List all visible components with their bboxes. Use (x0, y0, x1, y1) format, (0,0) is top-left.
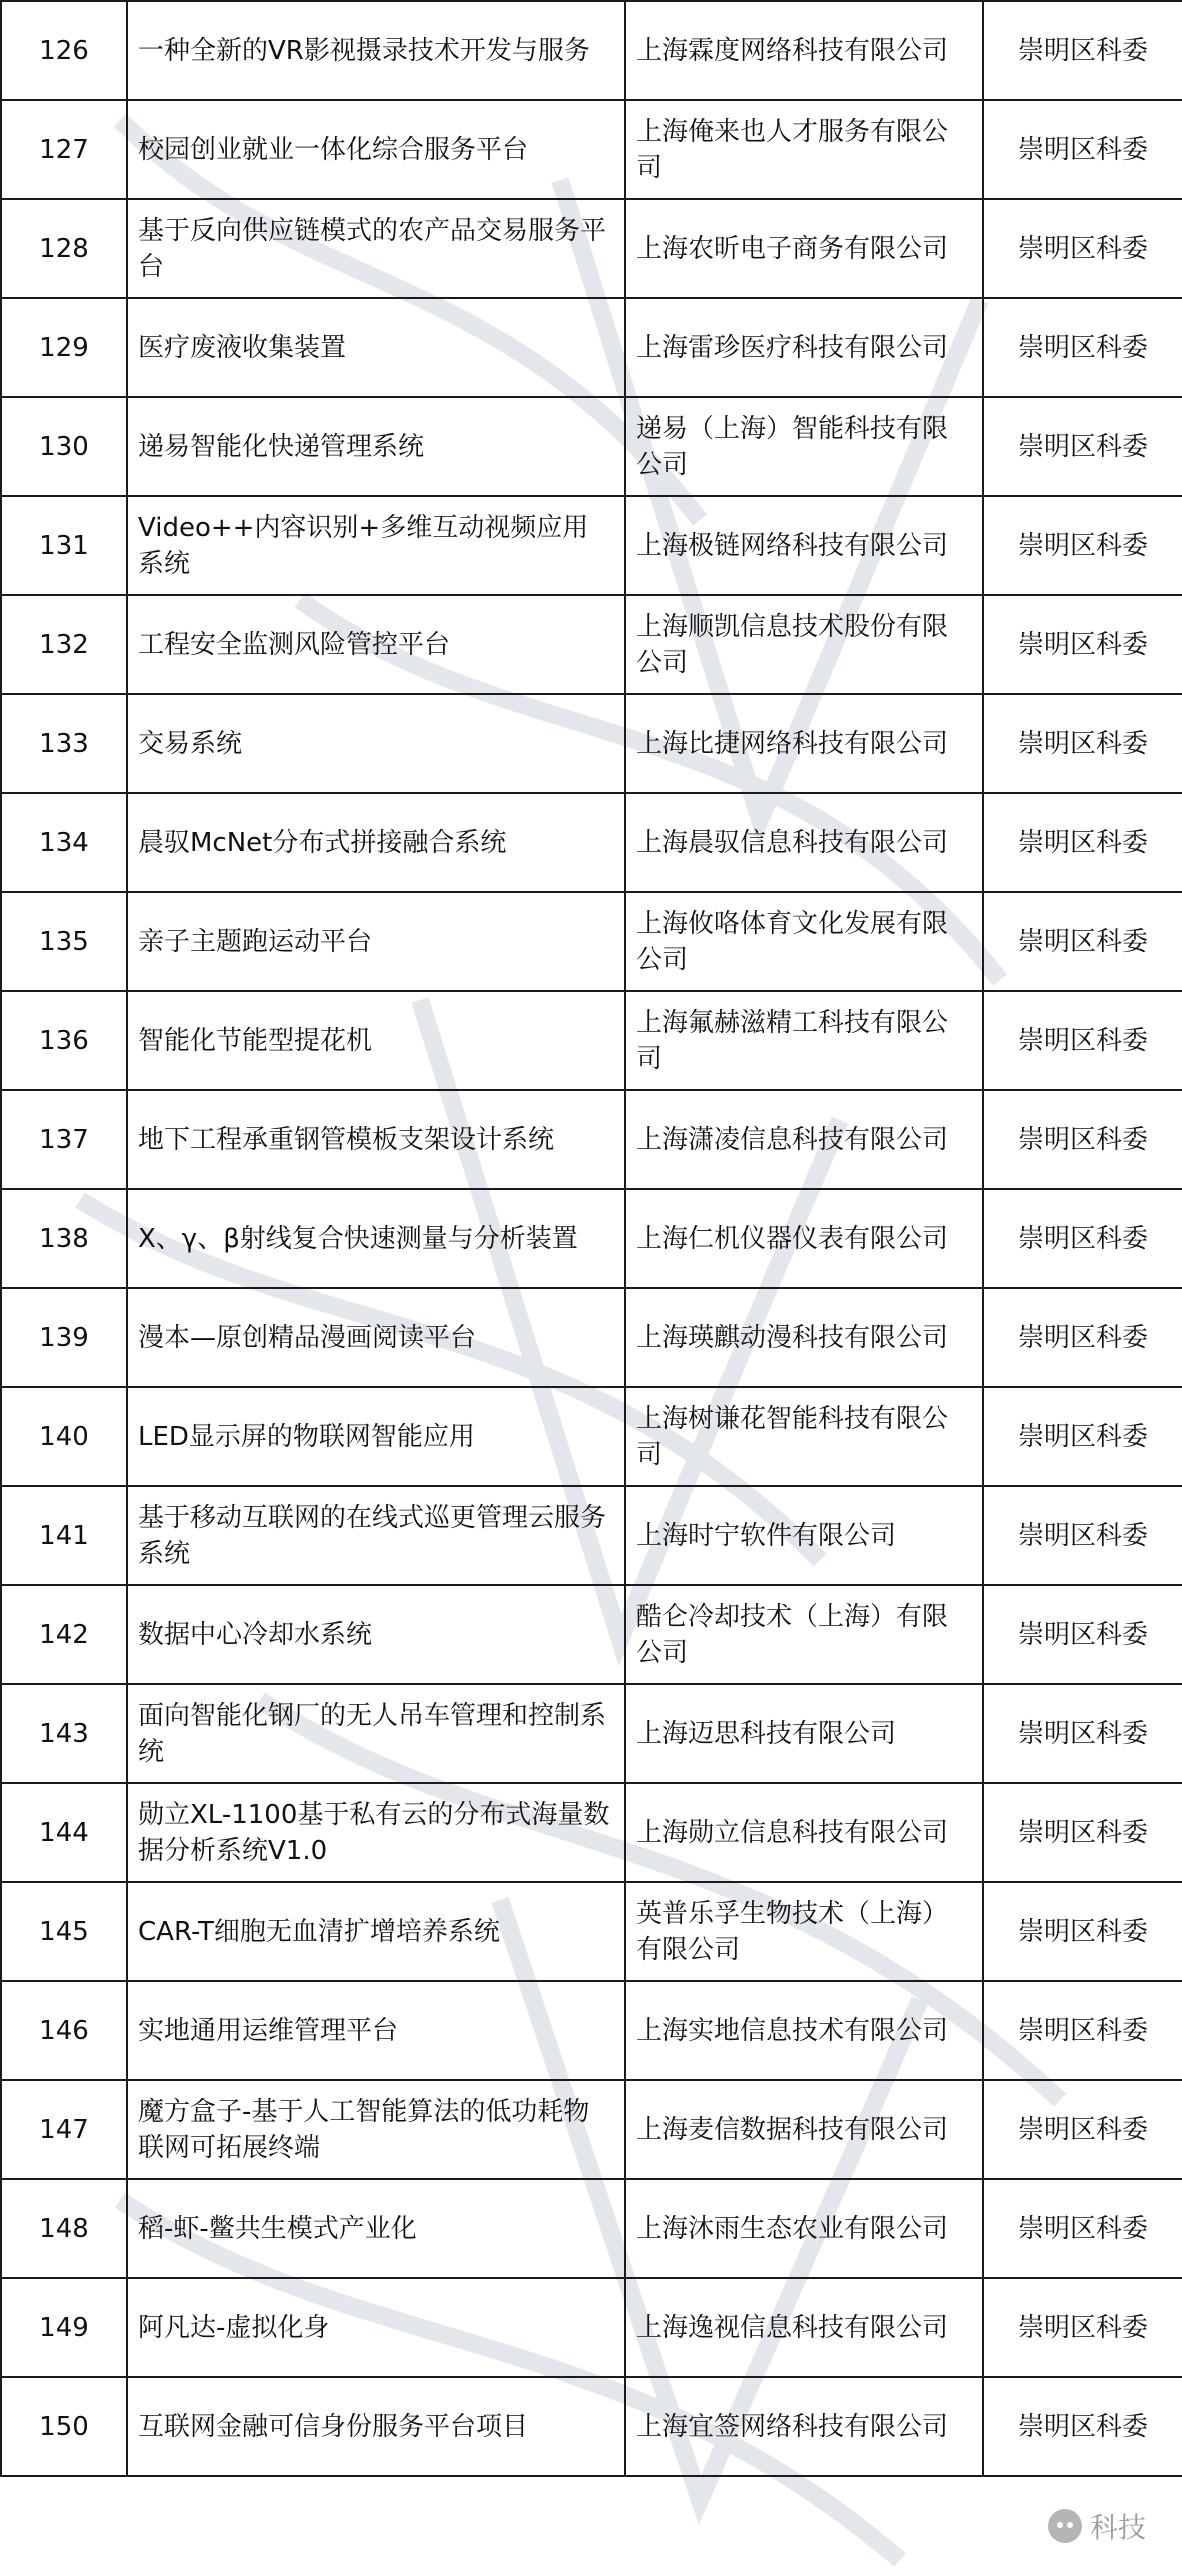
wechat-watermark (1048, 2506, 1146, 2546)
row-number: 142 (1, 1585, 127, 1684)
department-cell: 崇明区科委 (983, 694, 1182, 793)
project-name-cell: 互联网金融可信身份服务平台项目 (127, 2377, 625, 2476)
project-name-cell: 阿凡达-虚拟化身 (127, 2278, 625, 2377)
row-number: 130 (1, 397, 127, 496)
company-name-cell: 上海潇凌信息科技有限公司 (625, 1090, 983, 1189)
table-row (1, 397, 1182, 496)
row-number: 137 (1, 1090, 127, 1189)
row-number: 139 (1, 1288, 127, 1387)
company-name-cell: 上海树谦花智能科技有限公司 (625, 1387, 983, 1486)
project-table-body (1, 1, 1182, 2476)
company-name-cell: 上海仁机仪器仪表有限公司 (625, 1189, 983, 1288)
row-number: 149 (1, 2278, 127, 2377)
table-row (1, 1189, 1182, 1288)
company-name-cell: 上海霖度网络科技有限公司 (625, 1, 983, 100)
table-row (1, 1288, 1182, 1387)
project-name-cell: 智能化节能型提花机 (127, 991, 625, 1090)
project-name-cell: LED显示屏的物联网智能应用 (127, 1387, 625, 1486)
project-name-cell: 漫本—原创精品漫画阅读平台 (127, 1288, 625, 1387)
company-name-cell: 上海麦信数据科技有限公司 (625, 2080, 983, 2179)
project-name-cell: 一种全新的VR影视摄录技术开发与服务 (127, 1, 625, 100)
project-name-cell: 晨驭McNet分布式拼接融合系统 (127, 793, 625, 892)
table-row (1, 496, 1182, 595)
table-row (1, 100, 1182, 199)
company-name-cell: 上海农昕电子商务有限公司 (625, 199, 983, 298)
table-row (1, 694, 1182, 793)
row-number: 126 (1, 1, 127, 100)
project-name-cell: 数据中心冷却水系统 (127, 1585, 625, 1684)
row-number: 144 (1, 1783, 127, 1882)
company-name-cell: 英普乐孚生物技术（上海）有限公司 (625, 1882, 983, 1981)
row-number: 134 (1, 793, 127, 892)
department-cell: 崇明区科委 (983, 1189, 1182, 1288)
project-name-cell: 地下工程承重钢管模板支架设计系统 (127, 1090, 625, 1189)
table-row (1, 1090, 1182, 1189)
table-row (1, 1882, 1182, 1981)
table-row (1, 892, 1182, 991)
company-name-cell: 酷仑冷却技术（上海）有限公司 (625, 1585, 983, 1684)
project-name-cell: X、γ、β射线复合快速测量与分析装置 (127, 1189, 625, 1288)
company-name-cell: 上海氟赫滋精工科技有限公司 (625, 991, 983, 1090)
row-number: 128 (1, 199, 127, 298)
department-cell: 崇明区科委 (983, 1783, 1182, 1882)
department-cell: 崇明区科委 (983, 1, 1182, 100)
row-number: 135 (1, 892, 127, 991)
department-cell: 崇明区科委 (983, 2278, 1182, 2377)
department-cell: 崇明区科委 (983, 1684, 1182, 1783)
row-number: 150 (1, 2377, 127, 2476)
table-row (1, 2080, 1182, 2179)
row-number: 146 (1, 1981, 127, 2080)
row-number: 127 (1, 100, 127, 199)
table-row (1, 1387, 1182, 1486)
row-number: 138 (1, 1189, 127, 1288)
company-name-cell: 上海俺来也人才服务有限公司 (625, 100, 983, 199)
project-name-cell: 面向智能化钢厂的无人吊车管理和控制系统 (127, 1684, 625, 1783)
table-row (1, 2278, 1182, 2377)
department-cell: 崇明区科委 (983, 1882, 1182, 1981)
company-name-cell: 上海迈思科技有限公司 (625, 1684, 983, 1783)
department-cell: 崇明区科委 (983, 397, 1182, 496)
row-number: 132 (1, 595, 127, 694)
company-name-cell: 上海时宁软件有限公司 (625, 1486, 983, 1585)
company-name-cell: 上海宜签网络科技有限公司 (625, 2377, 983, 2476)
table-row (1, 1684, 1182, 1783)
project-name-cell: CAR-T细胞无血清扩增培养系统 (127, 1882, 625, 1981)
table-row (1, 1, 1182, 100)
project-name-cell: 实地通用运维管理平台 (127, 1981, 625, 2080)
department-cell: 崇明区科委 (983, 1090, 1182, 1189)
company-name-cell: 上海极链网络科技有限公司 (625, 496, 983, 595)
department-cell: 崇明区科委 (983, 1585, 1182, 1684)
project-name-cell: Video++内容识别+多维互动视频应用系统 (127, 496, 625, 595)
project-name-cell: 工程安全监测风险管控平台 (127, 595, 625, 694)
project-name-cell: 校园创业就业一体化综合服务平台 (127, 100, 625, 199)
row-number: 141 (1, 1486, 127, 1585)
row-number: 143 (1, 1684, 127, 1783)
table-row (1, 793, 1182, 892)
row-number: 148 (1, 2179, 127, 2278)
department-cell: 崇明区科委 (983, 199, 1182, 298)
row-number: 129 (1, 298, 127, 397)
table-row (1, 2179, 1182, 2278)
company-name-cell: 上海雷珍医疗科技有限公司 (625, 298, 983, 397)
company-name-cell: 上海晨驭信息科技有限公司 (625, 793, 983, 892)
company-name-cell: 上海勋立信息科技有限公司 (625, 1783, 983, 1882)
company-name-cell: 上海沐雨生态农业有限公司 (625, 2179, 983, 2278)
project-name-cell: 魔方盒子-基于人工智能算法的低功耗物联网可拓展终端 (127, 2080, 625, 2179)
row-number: 147 (1, 2080, 127, 2179)
department-cell: 崇明区科委 (983, 298, 1182, 397)
department-cell: 崇明区科委 (983, 793, 1182, 892)
table-row (1, 1486, 1182, 1585)
department-cell: 崇明区科委 (983, 1486, 1182, 1585)
department-cell: 崇明区科委 (983, 496, 1182, 595)
department-cell: 崇明区科委 (983, 2179, 1182, 2278)
project-name-cell: 亲子主题跑运动平台 (127, 892, 625, 991)
department-cell: 崇明区科委 (983, 100, 1182, 199)
table-row (1, 298, 1182, 397)
wechat-watermark-text: 科技 (1089, 2511, 1146, 2544)
project-name-cell: 交易系统 (127, 694, 625, 793)
wechat-icon (1048, 2509, 1082, 2543)
table-row (1, 991, 1182, 1090)
project-name-cell: 医疗废液收集装置 (127, 298, 625, 397)
company-name-cell: 上海攸咯体育文化发展有限公司 (625, 892, 983, 991)
department-cell: 崇明区科委 (983, 2080, 1182, 2179)
row-number: 133 (1, 694, 127, 793)
row-number: 145 (1, 1882, 127, 1981)
row-number: 140 (1, 1387, 127, 1486)
row-number: 131 (1, 496, 127, 595)
department-cell: 崇明区科委 (983, 2377, 1182, 2476)
company-name-cell: 上海顺凯信息技术股份有限公司 (625, 595, 983, 694)
table-row (1, 1981, 1182, 2080)
department-cell: 崇明区科委 (983, 1387, 1182, 1486)
table-row (1, 1783, 1182, 1882)
project-name-cell: 递易智能化快递管理系统 (127, 397, 625, 496)
company-name-cell: 递易（上海）智能科技有限公司 (625, 397, 983, 496)
row-number: 136 (1, 991, 127, 1090)
table-row (1, 2377, 1182, 2476)
department-cell: 崇明区科委 (983, 1288, 1182, 1387)
project-name-cell: 稻-虾-鳖共生模式产业化 (127, 2179, 625, 2278)
department-cell: 崇明区科委 (983, 991, 1182, 1090)
project-name-cell: 勋立XL-1100基于私有云的分布式海量数据分析系统V1.0 (127, 1783, 625, 1882)
company-name-cell: 上海实地信息技术有限公司 (625, 1981, 983, 2080)
company-name-cell: 上海比捷网络科技有限公司 (625, 694, 983, 793)
department-cell: 崇明区科委 (983, 1981, 1182, 2080)
table-row (1, 199, 1182, 298)
department-cell: 崇明区科委 (983, 595, 1182, 694)
table-row (1, 1585, 1182, 1684)
company-name-cell: 上海逸视信息科技有限公司 (625, 2278, 983, 2377)
project-name-cell: 基于反向供应链模式的农产品交易服务平台 (127, 199, 625, 298)
department-cell: 崇明区科委 (983, 892, 1182, 991)
company-name-cell: 上海瑛麒动漫科技有限公司 (625, 1288, 983, 1387)
table-row (1, 595, 1182, 694)
project-name-cell: 基于移动互联网的在线式巡更管理云服务系统 (127, 1486, 625, 1585)
